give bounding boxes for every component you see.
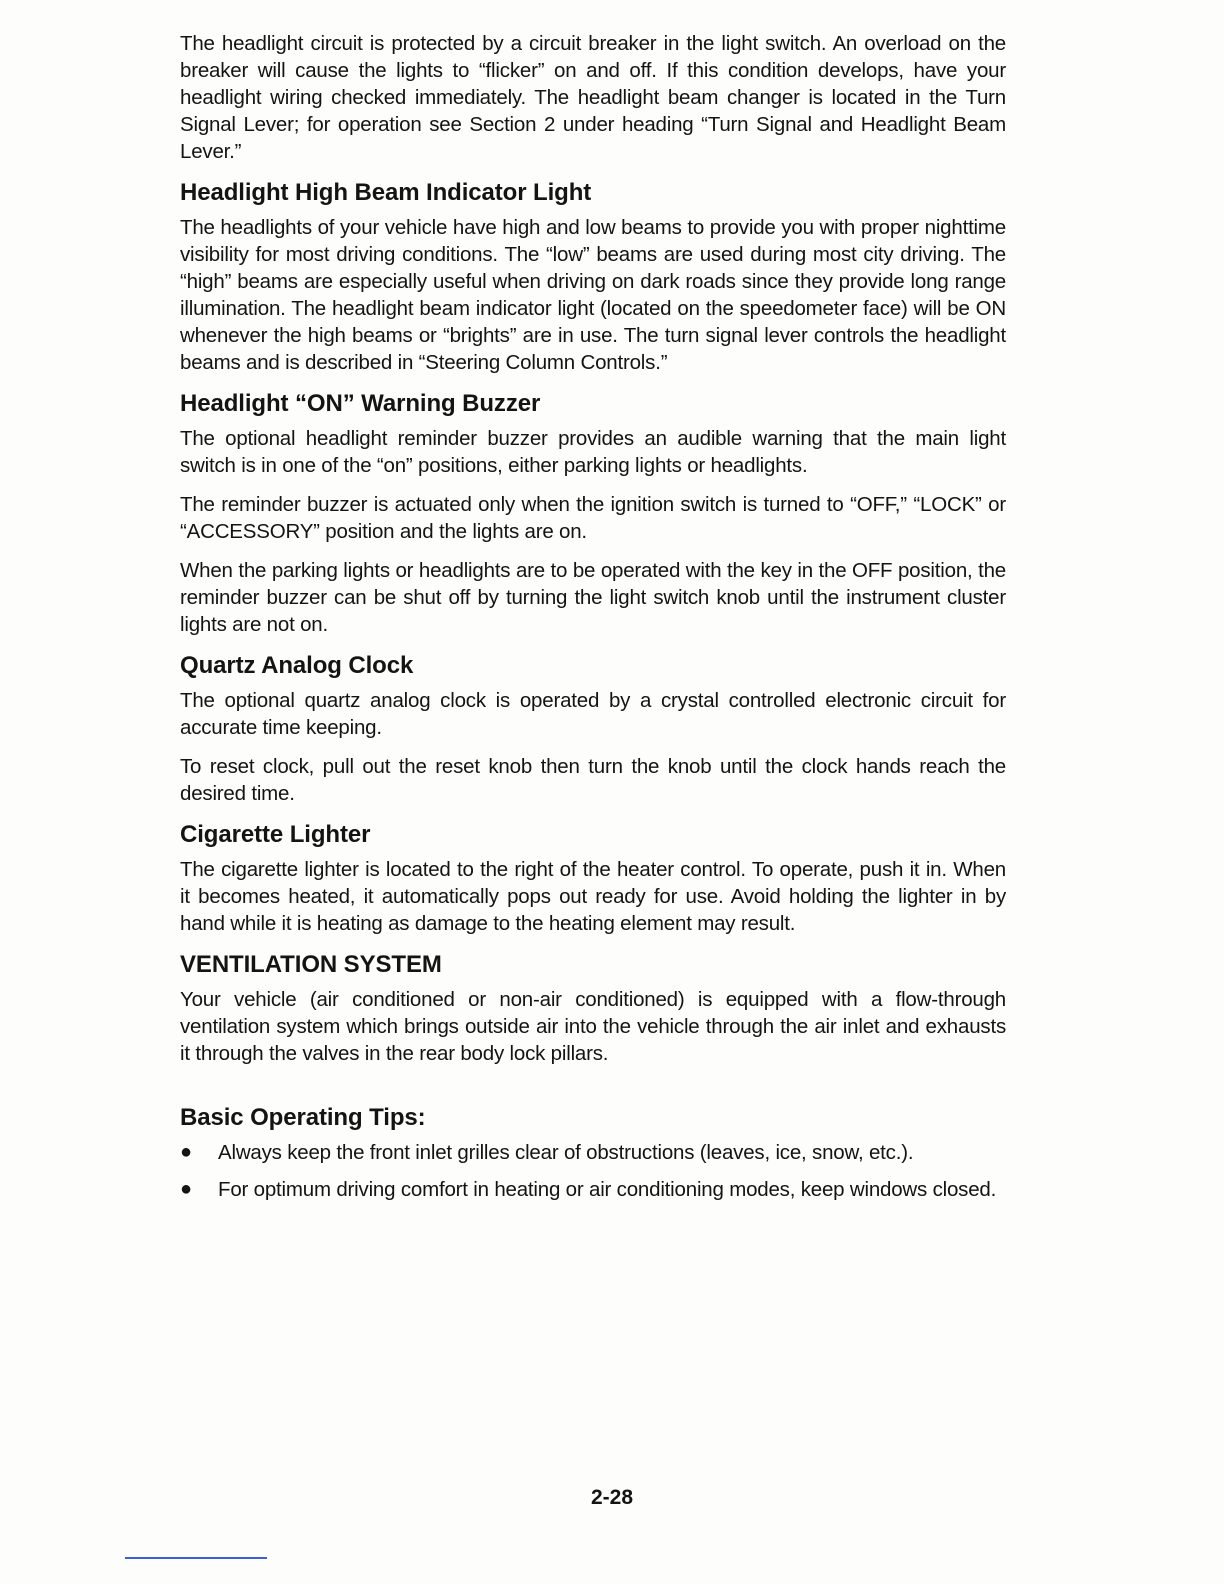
quartz-clock-heading: Quartz Analog Clock — [180, 652, 414, 679]
page-number: 2-28 — [590, 1486, 634, 1509]
list-item — [180, 1176, 1006, 1203]
quartz-clock-paragraph: The optional quartz analog clock is operated by a crystal controlled electronic circuit for accurate time keeping. — [180, 689, 1006, 739]
list-item-text: Always keep the front inlet grilles clear of obstructions (leaves, ice, snow, etc.). — [218, 1141, 914, 1164]
bullet-icon: ● — [180, 1141, 192, 1163]
operating-tips-heading: Basic Operating Tips: — [180, 1104, 426, 1131]
ventilation-system-heading: VENTILATION SYSTEM — [180, 951, 442, 978]
list-item-text: For optimum driving comfort in heating or air conditioning modes, keep windows closed. — [218, 1178, 997, 1201]
footer-divider — [125, 1557, 267, 1559]
warning-buzzer-paragraph: The reminder buzzer is actuated only when the ignition switch is turned to “OFF,” “LOCK” or “ACCESSORY” position and the lights are on. — [180, 493, 1006, 543]
cigarette-lighter-heading: Cigarette Lighter — [180, 821, 371, 848]
operating-tips-list — [180, 1139, 1006, 1203]
warning-buzzer-heading: Headlight “ON” Warning Buzzer — [180, 390, 541, 417]
high-beam-indicator-heading: Headlight High Beam Indicator Light — [180, 179, 592, 206]
bullet-icon: ● — [180, 1178, 192, 1200]
intro-paragraph: The headlight circuit is protected by a circuit breaker in the light switch. An overload on the breaker will cause the lights to “flicker” on and off. If this condition develops, have your headlight wiring checked immediately. The headlight beam changer is located in the Turn Signal Lever; for operation see Section 2 under heading “Turn Signal and Headlight Beam Lever.” — [180, 32, 1006, 163]
high-beam-indicator-paragraph: The headlights of your vehicle have high and low beams to provide you with proper nighttime visibility for most driving conditions. The “low” beams are used during most city driving. The “high” beams are especially useful when driving on dark roads since they provide long range illumination. The headlight beam indicator light (located on the speedometer face) will be ON whenever the high beams or “brights” are in use. The turn signal lever controls the headlight beams and is described in “Steering Column Controls.” — [180, 216, 1006, 374]
quartz-clock-paragraph: To reset clock, pull out the reset knob then turn the knob until the clock hands reach the desired time. — [180, 755, 1006, 805]
manual-page-content — [180, 30, 1006, 1213]
list-item — [180, 1139, 1006, 1166]
warning-buzzer-paragraph: When the parking lights or headlights are to be operated with the key in the OFF position, the reminder buzzer can be shut off by turning the light switch knob until the instrument cluster lights are not on. — [180, 559, 1006, 636]
cigarette-lighter-paragraph: The cigarette lighter is located to the right of the heater control. To operate, push it in. When it becomes heated, it automatically pops out ready for use. Avoid holding the lighter in by hand while it is heating as damage to the heating element may result. — [180, 858, 1006, 935]
ventilation-system-paragraph: Your vehicle (air conditioned or non-air conditioned) is equipped with a flow-through ventilation system which brings outside air into the vehicle through the air inlet and exhausts it through the valves in the rear body lock pillars. — [180, 988, 1006, 1065]
warning-buzzer-paragraph: The optional headlight reminder buzzer provides an audible warning that the main light switch is in one of the “on” positions, either parking lights or headlights. — [180, 427, 1006, 477]
